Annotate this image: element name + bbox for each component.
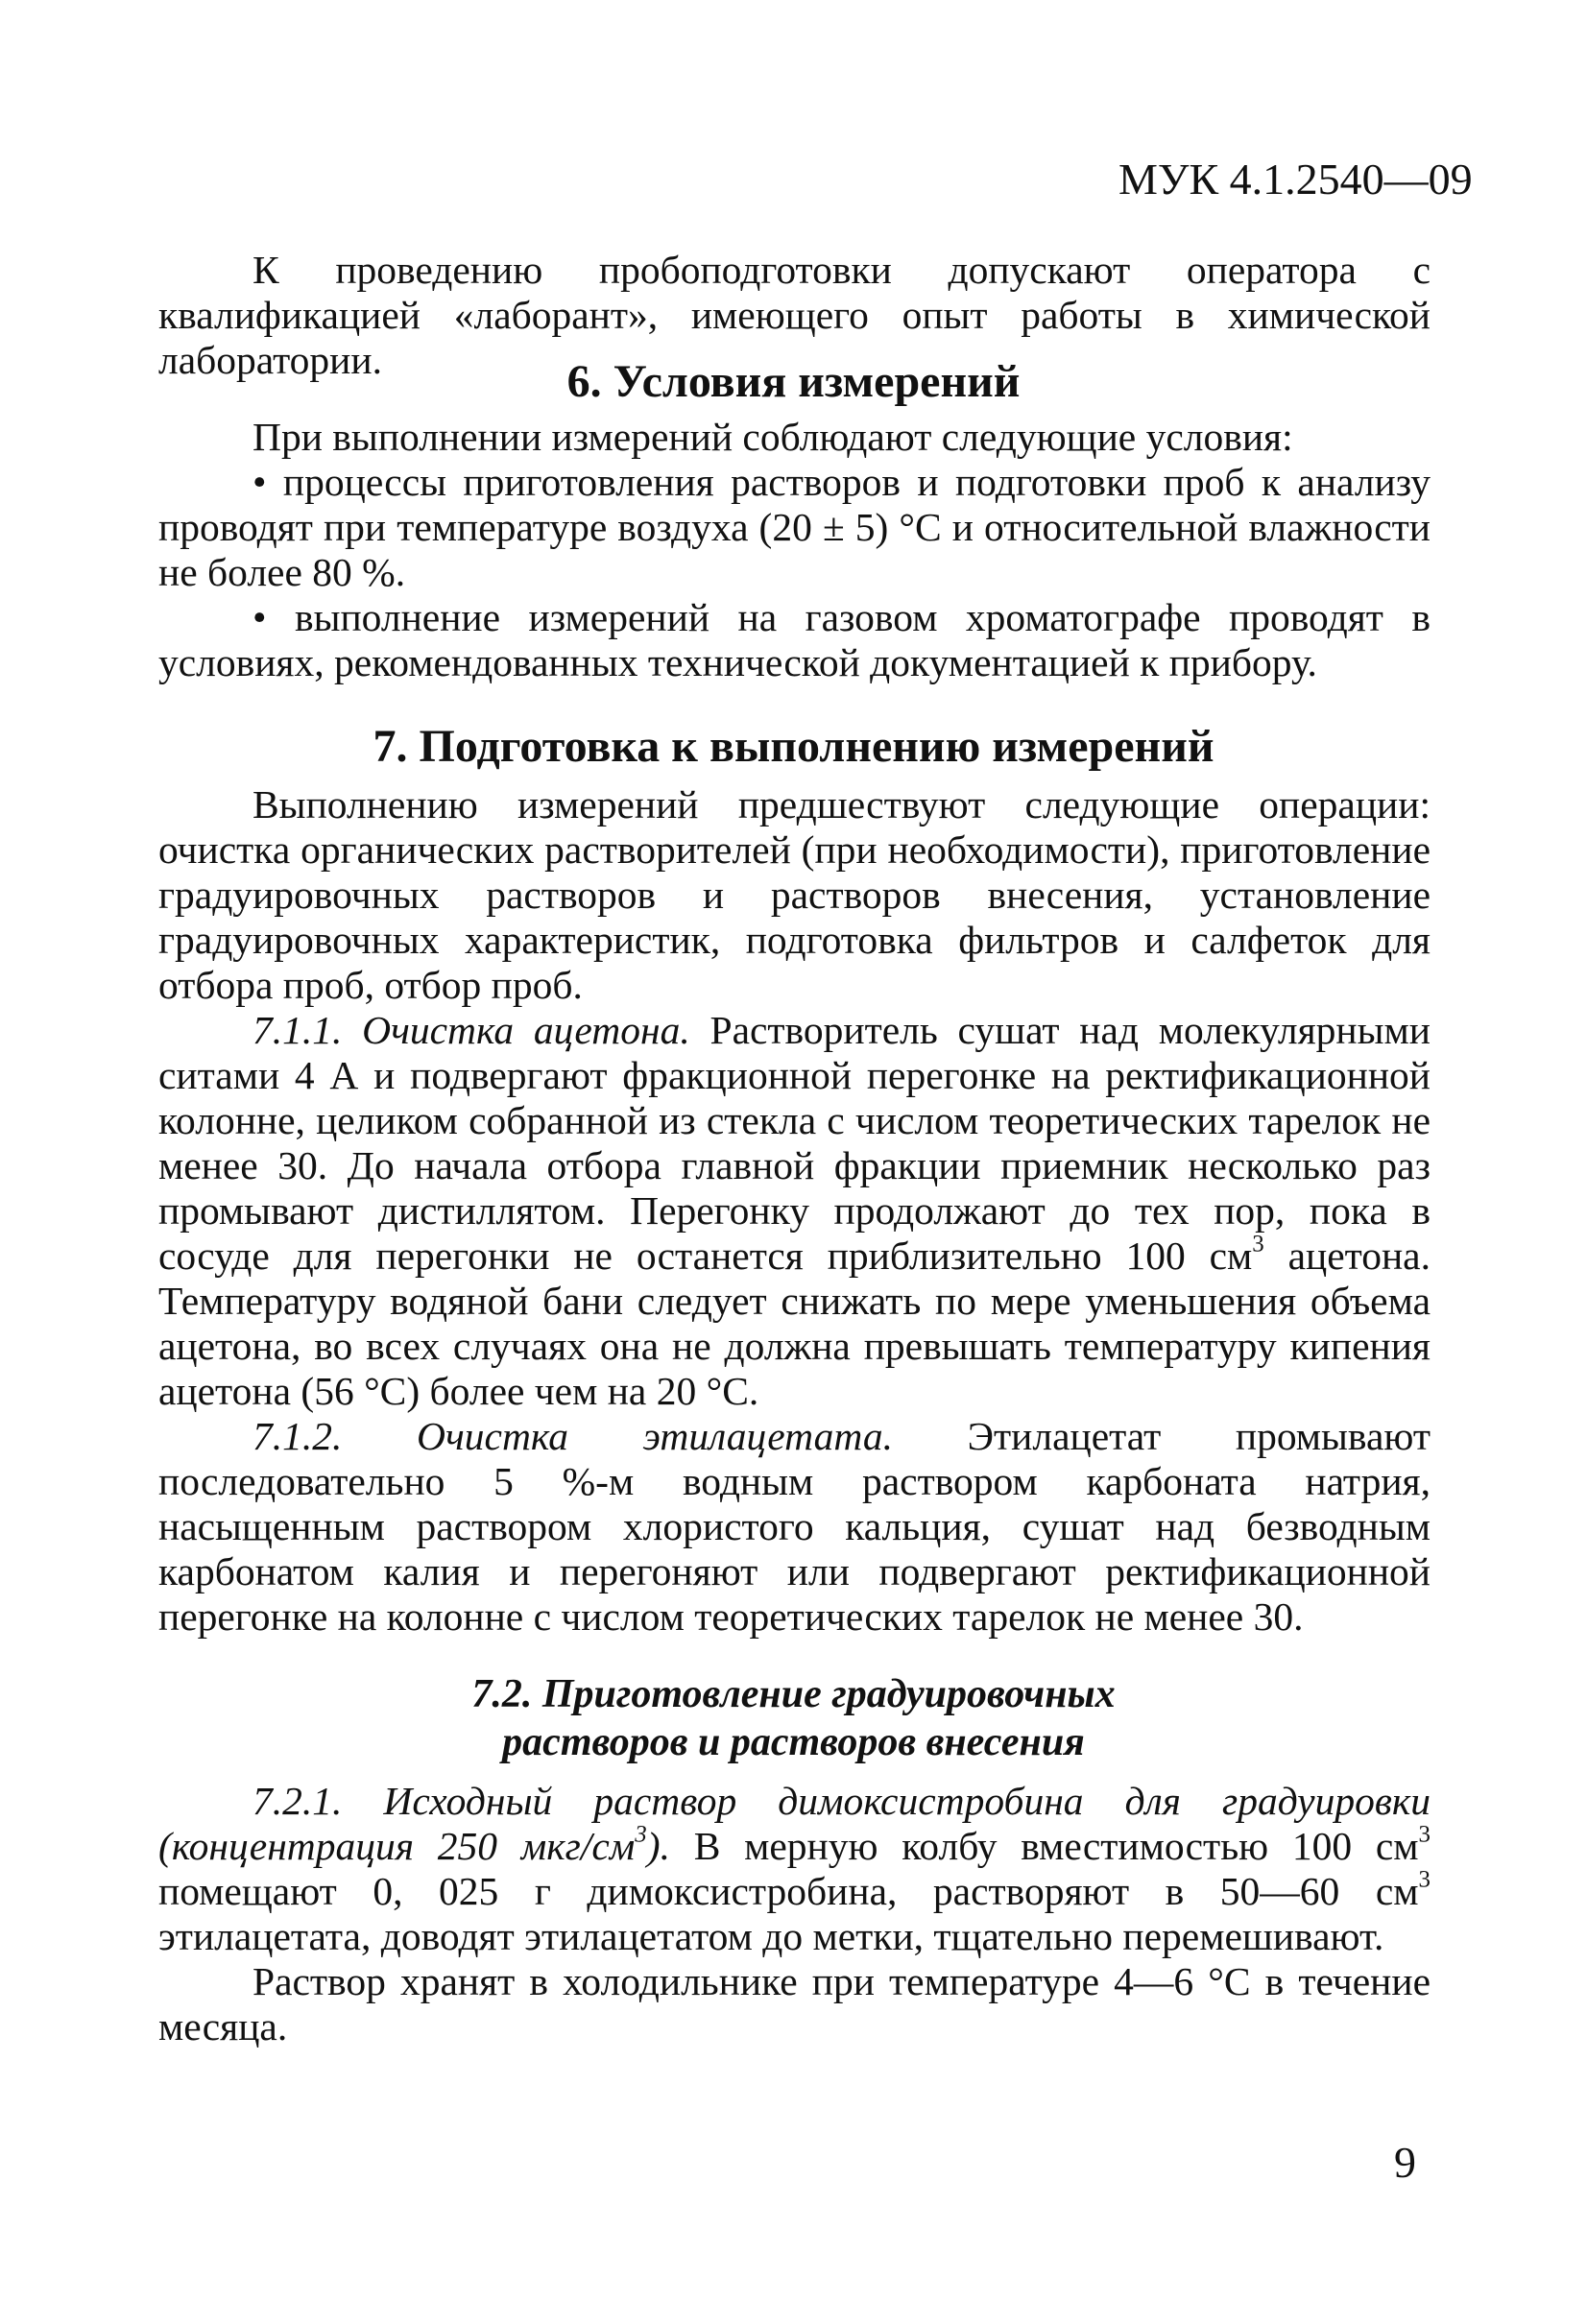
heading-7-1-1: 7.1.1. Очистка ацетона. xyxy=(252,1008,690,1052)
heading-7-1-2: 7.1.2. Очистка этилацетата. xyxy=(252,1414,893,1458)
section-7-lead: Выполнению измерений предшествуют следующие операции: очистка органических растворителей (при необходимости), приготовление градуировочных растворов и растворов внесения, установление градуировочных характеристик, подготовка фильтров и салфеток для отбора проб, отбор проб. xyxy=(158,782,1431,1007)
superscript-7-2-1-1: 3 xyxy=(1418,1821,1431,1848)
section-7-2-title-line-2: растворов и растворов внесения xyxy=(502,1720,1085,1764)
text-7-1-1-b: ацетона. Температуру водяной бани следует снижать по мере уменьшения объема ацетона, во всех случаях она не должна превышать температуру кипения ацетона (56 °С) более чем на 20 °С. xyxy=(158,1234,1431,1413)
condition-bullet-1: • процессы приготовления растворов и подготовки проб к анализу проводят при температуре воздуха (20 ± 5) °С и относительной влажности не более 80 %. xyxy=(158,460,1431,595)
section-7-2-body xyxy=(158,1779,1431,2049)
page-number: 9 xyxy=(1394,2138,1416,2187)
text-7-1-2: Этилацетат промывают последовательно 5 %-м водным раствором карбоната натрия, насыщенным раствором хлористого кальция, сушат над безводным карбонатом калия и перегоняют или подвергают ректификационной перегонке на колонне с числом теоретических тарелок не менее 30. xyxy=(158,1414,1431,1639)
storage-paragraph: Раствор хранят в холодильнике при температуре 4—6 °С в течение месяца. xyxy=(158,1959,1431,2048)
section-6-title: 6. Условия измерений xyxy=(566,356,1021,407)
heading-7-2-1-a: 7.2.1. Исходный раствор димоксистробина для градуировки (концентрация 250 мкг/см xyxy=(158,1779,1431,1868)
section-7-2-title-line-1: 7.2. Приготовление градуировочных xyxy=(471,1672,1116,1716)
section-7-title: 7. Подготовка к выполнению измерений xyxy=(373,721,1214,772)
text-7-2-1-c: этилацетата, доводят этилацетатом до метки, тщательно перемешивают. xyxy=(158,1914,1384,1958)
condition-bullet-2: • выполнение измерений на газовом хроматографе проводят в условиях, рекомендованных технической документацией к прибору. xyxy=(158,595,1431,685)
paragraph-7-1-1 xyxy=(158,1008,1431,1414)
paragraph-7-1-2 xyxy=(158,1414,1431,1640)
superscript-7-1-1: 3 xyxy=(1252,1231,1264,1258)
section-6-body xyxy=(158,415,1431,685)
section-7-body xyxy=(158,782,1431,1640)
text-7-2-1-b: помещают 0, 025 г димоксистробина, растворяют в 50—60 см xyxy=(158,1869,1419,1913)
text-7-2-1-a: В мерную колбу вместимостью 100 см xyxy=(669,1824,1419,1868)
heading-7-2-1-superscript: 3 xyxy=(635,1821,647,1848)
paragraph-7-2-1 xyxy=(158,1779,1431,1959)
section-6-lead: При выполнении измерений соблюдают следующие условия: xyxy=(252,415,1293,459)
intro-paragraph: К проведению пробоподготовки допускают оператора с квалификацией «лаборант», имеющего опыт работы в химической лаборатории. xyxy=(158,248,1431,382)
document-code: МУК 4.1.2540—09 xyxy=(1118,155,1473,204)
text-7-1-1-a: Растворитель сушат над молекулярными ситами 4 А и подвергают фракционной перегонке на ректификационной колонне, целиком собранной из стекла с числом теоретических тарелок не менее 30. До начала отбора главной фракции приемник несколько раз промывают дистиллятом. Перегонку продолжают до тех пор, пока в сосуде для перегонки не останется приблизительно 100 см xyxy=(158,1008,1431,1278)
superscript-7-2-1-2: 3 xyxy=(1418,1866,1431,1893)
heading-7-2-1-b: ). xyxy=(646,1824,670,1868)
